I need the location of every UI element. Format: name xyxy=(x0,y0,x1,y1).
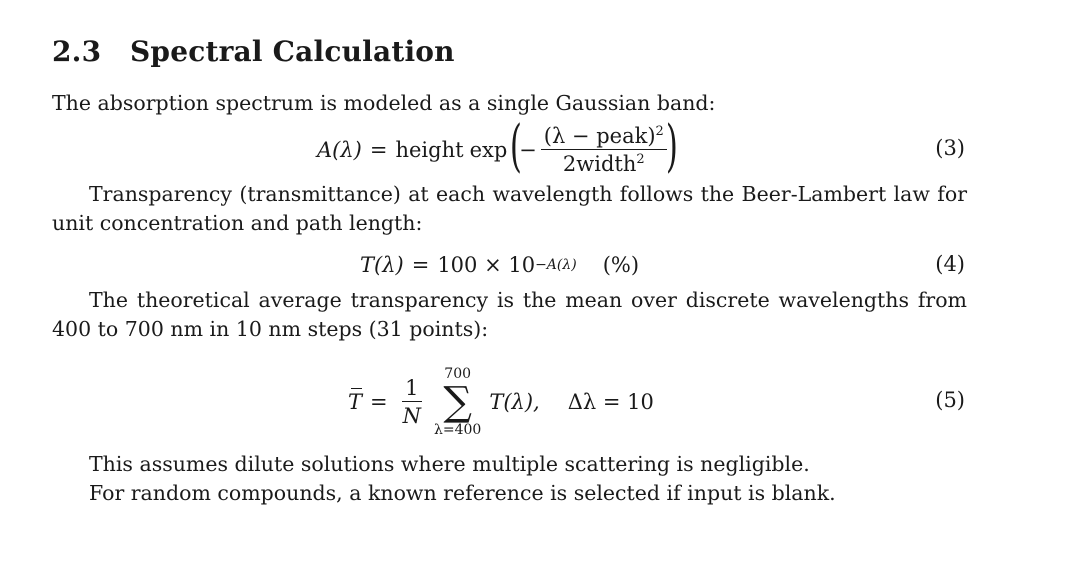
section-title: Spectral Calculation xyxy=(130,35,455,68)
eq5-fraction xyxy=(400,377,424,427)
equation-4 xyxy=(52,244,967,286)
eq3-denominator xyxy=(560,150,648,175)
equation-4-number: (4) xyxy=(935,252,965,276)
eq3-numerator xyxy=(541,125,667,150)
eq5-lhs: T xyxy=(348,390,363,414)
paragraph-gaussian-intro: The absorption spectrum is modeled as a single Gaussian band: xyxy=(52,91,716,115)
eq5-summation xyxy=(434,367,481,437)
eq3-function: exp xyxy=(469,138,508,162)
paragraph-dilute-assumption: This assumes dilute solutions where multiple scattering is negligible. xyxy=(89,452,810,476)
eq3-numerator-text: (λ − peak) xyxy=(543,123,656,148)
eq4-lhs: T(λ) xyxy=(360,253,404,277)
eq5-step: Δλ = 10 xyxy=(567,390,654,414)
eq5-fraction-numerator: 1 xyxy=(402,377,421,402)
section-heading xyxy=(52,32,967,74)
equation-3-body xyxy=(317,114,683,180)
eq5-fraction-denominator: N xyxy=(402,404,421,428)
eq3-right-paren: ) xyxy=(665,114,678,179)
eq3-numerator-exp: 2 xyxy=(655,123,664,139)
section-number: 2.3 xyxy=(52,35,102,68)
eq3-equals: = xyxy=(369,138,388,162)
paragraph-random-compounds: For random compounds, a known reference is selected if input is blank. xyxy=(89,481,836,505)
eq3-coefficient: height xyxy=(395,138,464,162)
eq3-denominator-text: 2width xyxy=(562,152,637,176)
eq5-sum-symbol: ∑ xyxy=(443,379,472,425)
eq3-lhs: A(λ) xyxy=(317,138,362,162)
equation-5-number: (5) xyxy=(935,388,965,412)
eq4-rhs: 100 × 10 xyxy=(437,253,536,277)
eq4-equals: = xyxy=(411,253,430,277)
equation-5 xyxy=(52,354,967,450)
eq3-fraction xyxy=(541,125,667,175)
equation-5-body xyxy=(348,354,654,450)
eq4-unit: (%) xyxy=(602,253,640,277)
equation-4-body: T(λ) = 100 × 10 −A(λ) (%) xyxy=(360,253,640,277)
eq3-denominator-exp: 2 xyxy=(636,152,645,167)
equation-3 xyxy=(52,114,967,180)
paragraph-beer-lambert: Transparency (transmittance) at each wavelength follows the Beer-Lambert law for unit concentration and path length: xyxy=(52,182,967,235)
equation-3-number: (3) xyxy=(935,136,965,160)
document-page xyxy=(52,32,967,508)
eq3-left-paren: ( xyxy=(510,114,523,179)
paragraph-average-transparency: The theoretical average transparency is the mean over discrete wavelengths from 400 to 700 nm in 10 nm steps (31 points): xyxy=(52,288,967,341)
eq5-equals: = xyxy=(370,390,388,414)
eq3-minus: − xyxy=(519,138,537,162)
eq5-sum-lower: λ=400 xyxy=(434,422,482,438)
eq5-sum-upper: 700 xyxy=(444,366,472,382)
eq5-term: T(λ), xyxy=(489,390,540,414)
